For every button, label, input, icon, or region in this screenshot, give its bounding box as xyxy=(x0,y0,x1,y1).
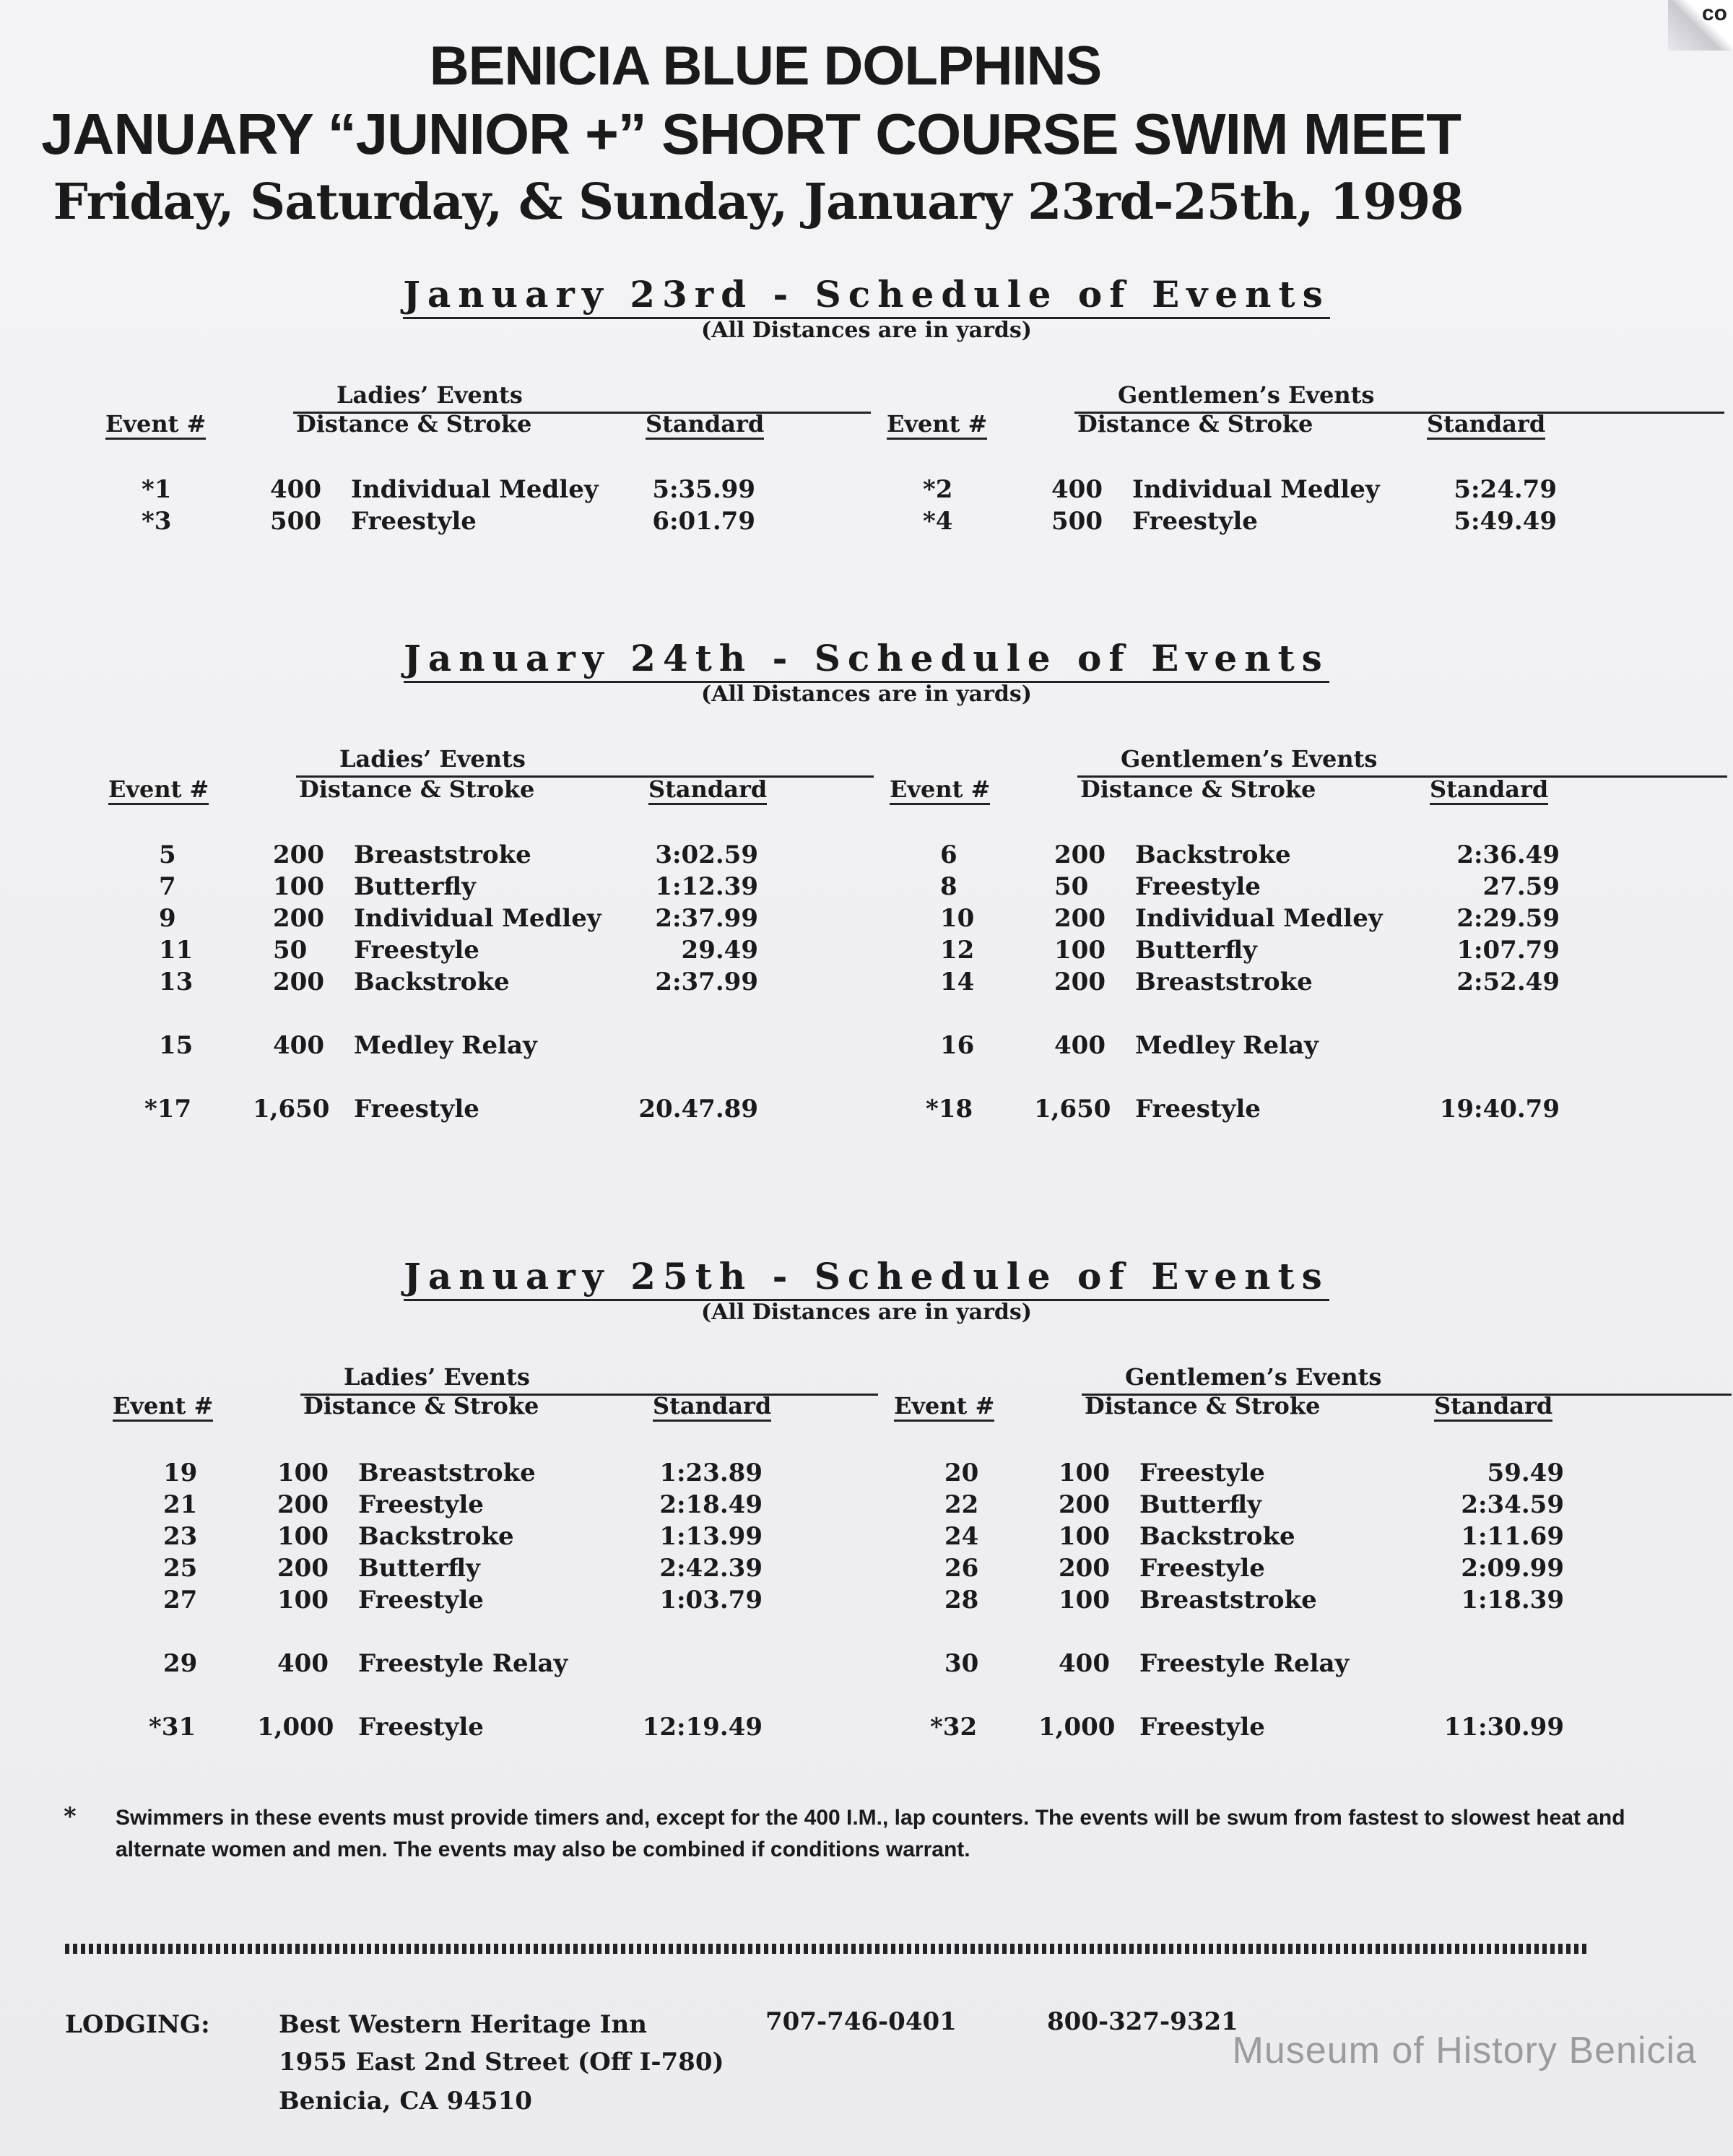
event-distance: 400 xyxy=(273,1031,324,1060)
event-number: *3 xyxy=(142,507,172,536)
event-standard: 2:34.59 xyxy=(1461,1490,1564,1519)
gentlemen-event-row xyxy=(890,1095,1612,1126)
event-stroke: Butterfly xyxy=(1139,1490,1261,1519)
event-standard: 1:11.69 xyxy=(1461,1522,1564,1551)
ladies-col-standard: Standard xyxy=(653,1392,771,1422)
ladies-event-row xyxy=(113,1554,835,1586)
event-number: 22 xyxy=(944,1490,979,1519)
event-distance: 100 xyxy=(1054,936,1106,965)
event-standard: 5:49.49 xyxy=(1454,507,1557,536)
event-stroke: Backstroke xyxy=(1135,840,1291,869)
gentlemen-col-standard: Standard xyxy=(1427,410,1545,440)
event-number: *31 xyxy=(149,1713,196,1742)
asterisk-divider xyxy=(65,1944,1589,1954)
event-distance: 1,650 xyxy=(253,1095,330,1123)
meet-dates: Friday, Saturday, & Sunday, January 23rd-25th, 1998 xyxy=(53,173,1464,231)
event-stroke: Breaststroke xyxy=(358,1459,536,1487)
event-standard: 2:29.59 xyxy=(1456,904,1560,933)
event-standard: 20.47.89 xyxy=(638,1095,758,1123)
event-distance: 100 xyxy=(277,1586,329,1614)
event-standard: 1:03.79 xyxy=(659,1586,763,1614)
event-standard: 2:42.39 xyxy=(659,1554,763,1583)
event-standard: 59.49 xyxy=(1487,1459,1564,1487)
ladies-event-row xyxy=(113,1713,835,1744)
event-standard: 19:40.79 xyxy=(1439,1095,1560,1123)
event-number: *4 xyxy=(923,507,953,536)
event-stroke: Freestyle xyxy=(354,936,479,965)
event-stroke: Freestyle xyxy=(1139,1459,1265,1487)
schedule-title xyxy=(0,1255,1733,1297)
event-distance: 400 xyxy=(1059,1649,1110,1678)
event-standard: 11:30.99 xyxy=(1443,1713,1564,1742)
event-distance: 100 xyxy=(273,872,324,901)
event-standard: 1:18.39 xyxy=(1461,1586,1564,1614)
ladies-event-row xyxy=(108,872,830,904)
event-stroke: Butterfly xyxy=(1135,936,1257,965)
schedule-subtitle: (All Distances are in yards) xyxy=(701,318,1032,343)
ladies-event-row xyxy=(108,1031,830,1063)
ladies-col-event: Event # xyxy=(113,1392,213,1422)
gentlemen-col-standard: Standard xyxy=(1434,1392,1552,1422)
event-number: 19 xyxy=(163,1459,198,1487)
event-distance: 200 xyxy=(1054,968,1106,996)
event-number: 12 xyxy=(940,936,975,965)
event-distance: 400 xyxy=(270,475,321,504)
event-stroke: Backstroke xyxy=(354,968,510,996)
schedule-title-text: January 24th - Schedule of Events xyxy=(404,637,1329,683)
event-number: 9 xyxy=(159,904,176,933)
event-distance: 500 xyxy=(270,507,321,536)
event-number: 13 xyxy=(159,968,194,996)
event-distance: 500 xyxy=(1051,507,1103,536)
event-distance: 400 xyxy=(1054,1031,1106,1060)
lodging-phone-tollfree: 800-327-9321 xyxy=(1047,2007,1238,2036)
event-number: *32 xyxy=(930,1713,978,1742)
event-standard: 2:37.99 xyxy=(655,904,758,933)
event-number: 24 xyxy=(944,1522,979,1551)
gentlemen-event-row xyxy=(890,968,1612,999)
gentlemen-event-row xyxy=(894,1713,1616,1744)
gentlemen-event-row xyxy=(894,1522,1616,1554)
event-stroke: Freestyle xyxy=(1135,872,1261,901)
event-standard: 1:13.99 xyxy=(659,1522,763,1551)
event-stroke: Medley Relay xyxy=(1135,1031,1319,1060)
event-number: 5 xyxy=(159,840,176,869)
gentlemen-event-row xyxy=(894,1649,1616,1681)
gentlemen-col-event: Event # xyxy=(887,410,987,440)
meet-title: JANUARY “JUNIOR +” SHORT COURSE SWIM MEET xyxy=(41,102,1461,166)
event-stroke: Freestyle xyxy=(1132,507,1258,536)
event-number: 26 xyxy=(944,1554,979,1583)
event-stroke: Freestyle xyxy=(358,1713,484,1742)
gentlemen-group-label: Gentlemen’s Events xyxy=(1121,745,1378,773)
lodging-phone-local: 707-746-0401 xyxy=(765,2007,957,2036)
event-distance: 200 xyxy=(277,1490,329,1519)
event-stroke: Freestyle Relay xyxy=(358,1649,568,1678)
event-stroke: Butterfly xyxy=(354,872,476,901)
gentlemen-col-distance-stroke: Distance & Stroke xyxy=(1077,410,1313,438)
event-number: 29 xyxy=(163,1649,198,1678)
event-number: 6 xyxy=(940,840,957,869)
ladies-col-event: Event # xyxy=(105,410,206,440)
event-standard: 2:09.99 xyxy=(1461,1554,1564,1583)
ladies-event-row xyxy=(113,1649,835,1681)
schedule-title-text: January 25th - Schedule of Events xyxy=(404,1255,1329,1301)
event-distance: 200 xyxy=(273,840,324,869)
lodging-label: LODGING: xyxy=(65,2010,210,2039)
event-number: 21 xyxy=(163,1490,198,1519)
event-distance: 200 xyxy=(273,904,324,933)
event-number: 25 xyxy=(163,1554,198,1583)
gentlemen-col-event: Event # xyxy=(894,1392,994,1422)
club-title: BENICIA BLUE DOLPHINS xyxy=(429,35,1102,97)
event-distance: 200 xyxy=(1054,840,1106,869)
gentlemen-event-row xyxy=(887,475,1609,507)
ladies-group-label: Ladies’ Events xyxy=(344,1363,530,1391)
event-stroke: Individual Medley xyxy=(1132,475,1380,504)
event-stroke: Breaststroke xyxy=(354,840,531,869)
gentlemen-event-row xyxy=(890,904,1612,936)
event-distance: 50 xyxy=(273,936,308,965)
event-distance: 50 xyxy=(1054,872,1089,901)
event-number: 10 xyxy=(940,904,975,933)
event-number: 20 xyxy=(944,1459,979,1487)
event-distance: 200 xyxy=(1059,1490,1110,1519)
event-stroke: Individual Medley xyxy=(1135,904,1383,933)
event-distance: 100 xyxy=(1059,1586,1110,1614)
event-number: *2 xyxy=(923,475,953,504)
ladies-event-row xyxy=(113,1459,835,1490)
gentlemen-group-label: Gentlemen’s Events xyxy=(1125,1363,1382,1391)
event-stroke: Freestyle xyxy=(1135,1095,1261,1123)
event-distance: 100 xyxy=(1059,1459,1110,1487)
event-standard: 27.59 xyxy=(1482,872,1560,901)
gentlemen-event-row xyxy=(894,1459,1616,1490)
event-stroke: Breaststroke xyxy=(1139,1586,1317,1614)
event-standard: 5:35.99 xyxy=(652,475,755,504)
schedule-subtitle: (All Distances are in yards) xyxy=(701,682,1032,707)
ladies-col-distance-stroke: Distance & Stroke xyxy=(296,410,532,438)
page-corner-curl xyxy=(1668,0,1733,51)
corner-tab-text: co xyxy=(1701,1,1727,25)
gentlemen-group-label: Gentlemen’s Events xyxy=(1118,381,1375,409)
event-distance: 1,000 xyxy=(1038,1713,1116,1742)
event-stroke: Individual Medley xyxy=(354,904,601,933)
gentlemen-event-row xyxy=(890,1031,1612,1063)
event-standard: 2:36.49 xyxy=(1456,840,1560,869)
event-standard: 1:12.39 xyxy=(655,872,758,901)
event-number: 8 xyxy=(940,872,957,901)
event-number: 11 xyxy=(159,936,194,965)
gentlemen-col-standard: Standard xyxy=(1430,775,1548,805)
ladies-event-row xyxy=(108,1095,830,1126)
footnote-text: Swimmers in these events must provide timers and, except for the 400 I.M., lap counters. The events will be swum from fastest to slowest heat and alternate women and men. The events may also be combined if conditions warrant. xyxy=(116,1806,1625,1861)
event-distance: 200 xyxy=(277,1554,329,1583)
gentlemen-event-row xyxy=(894,1586,1616,1617)
event-standard: 2:37.99 xyxy=(655,968,758,996)
event-stroke: Individual Medley xyxy=(351,475,599,504)
event-stroke: Freestyle xyxy=(351,507,477,536)
event-number: 28 xyxy=(944,1586,979,1614)
event-distance: 200 xyxy=(1059,1554,1110,1583)
gentlemen-col-distance-stroke: Distance & Stroke xyxy=(1085,1392,1321,1420)
ladies-event-row xyxy=(113,1522,835,1554)
event-number: 30 xyxy=(944,1649,979,1678)
ladies-event-row xyxy=(105,507,828,539)
event-number: 15 xyxy=(159,1031,194,1060)
ladies-col-event: Event # xyxy=(108,775,209,805)
event-distance: 1,000 xyxy=(257,1713,334,1742)
footnote-marker: * xyxy=(64,1802,77,1831)
ladies-event-row xyxy=(108,968,830,999)
ladies-col-standard: Standard xyxy=(648,775,767,805)
lodging-address-street: 1955 East 2nd Street (Off I-780) xyxy=(279,2048,724,2077)
gentlemen-col-event: Event # xyxy=(890,775,990,805)
event-number: 7 xyxy=(159,872,176,901)
lodging-name: Best Western Heritage Inn xyxy=(279,2010,647,2039)
event-number: 14 xyxy=(940,968,975,996)
ladies-group-label: Ladies’ Events xyxy=(339,745,526,773)
event-standard: 1:07.79 xyxy=(1456,936,1560,965)
event-distance: 1,650 xyxy=(1034,1095,1111,1123)
gentlemen-event-row xyxy=(890,872,1612,904)
event-stroke: Freestyle xyxy=(358,1490,484,1519)
event-distance: 100 xyxy=(277,1522,329,1551)
ladies-col-distance-stroke: Distance & Stroke xyxy=(299,775,535,803)
schedule-subtitle: (All Distances are in yards) xyxy=(701,1300,1032,1325)
event-standard: 5:24.79 xyxy=(1454,475,1557,504)
event-stroke: Freestyle xyxy=(1139,1713,1265,1742)
event-stroke: Freestyle xyxy=(358,1586,484,1614)
ladies-event-row xyxy=(108,904,830,936)
gentlemen-event-row xyxy=(894,1490,1616,1522)
event-stroke: Medley Relay xyxy=(354,1031,537,1060)
event-standard: 2:52.49 xyxy=(1456,968,1560,996)
ladies-event-row xyxy=(105,475,828,507)
ladies-col-standard: Standard xyxy=(646,410,764,440)
schedule-title xyxy=(0,637,1733,679)
gentlemen-col-distance-stroke: Distance & Stroke xyxy=(1080,775,1316,803)
event-number: 23 xyxy=(163,1522,198,1551)
ladies-event-row xyxy=(113,1586,835,1617)
event-standard: 2:18.49 xyxy=(659,1490,763,1519)
gentlemen-event-row xyxy=(887,507,1609,539)
schedule-title xyxy=(0,273,1733,316)
event-distance: 100 xyxy=(277,1459,329,1487)
event-standard: 6:01.79 xyxy=(652,507,755,536)
ladies-col-distance-stroke: Distance & Stroke xyxy=(303,1392,539,1420)
event-distance: 200 xyxy=(1054,904,1106,933)
gentlemen-event-row xyxy=(890,936,1612,968)
event-distance: 400 xyxy=(277,1649,329,1678)
event-stroke: Breaststroke xyxy=(1135,968,1313,996)
event-standard: 12:19.49 xyxy=(642,1713,763,1742)
lodging-address-city: Benicia, CA 94510 xyxy=(279,2087,532,2116)
museum-watermark: Museum of History Benicia xyxy=(1232,2030,1697,2072)
event-stroke: Backstroke xyxy=(1139,1522,1295,1551)
event-standard: 3:02.59 xyxy=(655,840,758,869)
ladies-event-row xyxy=(108,936,830,968)
event-stroke: Freestyle xyxy=(1139,1554,1265,1583)
gentlemen-event-row xyxy=(890,840,1612,872)
event-stroke: Butterfly xyxy=(358,1554,480,1583)
event-stroke: Backstroke xyxy=(358,1522,514,1551)
ladies-group-label: Ladies’ Events xyxy=(336,381,523,409)
event-stroke: Freestyle Relay xyxy=(1139,1649,1350,1678)
event-standard: 1:23.89 xyxy=(659,1459,763,1487)
ladies-event-row xyxy=(113,1490,835,1522)
event-standard: 29.49 xyxy=(681,936,758,965)
event-distance: 100 xyxy=(1059,1522,1110,1551)
event-distance: 200 xyxy=(273,968,324,996)
event-number: *18 xyxy=(926,1095,973,1123)
ladies-event-row xyxy=(108,840,830,872)
event-number: 16 xyxy=(940,1031,975,1060)
schedule-title-text: January 23rd - Schedule of Events xyxy=(403,273,1330,319)
gentlemen-event-row xyxy=(894,1554,1616,1586)
event-number: *17 xyxy=(144,1095,192,1123)
event-distance: 400 xyxy=(1051,475,1103,504)
event-number: *1 xyxy=(142,475,172,504)
event-stroke: Freestyle xyxy=(354,1095,479,1123)
event-number: 27 xyxy=(163,1586,198,1614)
